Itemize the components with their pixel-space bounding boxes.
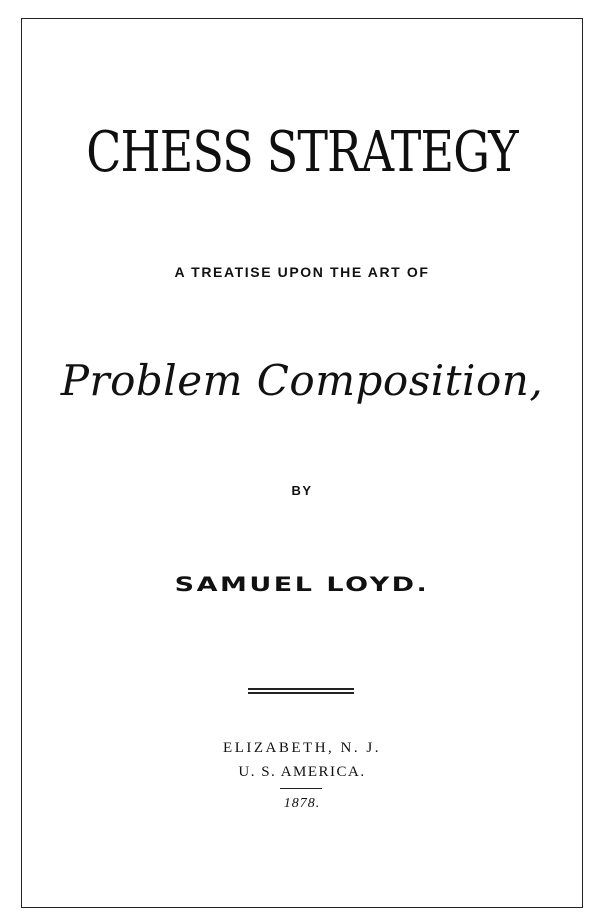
short-rule-divider	[280, 788, 322, 789]
subtitle: A TREATISE UPON THE ART OF	[174, 264, 430, 280]
publication-year: 1878.	[283, 796, 321, 811]
double-rule-divider	[248, 688, 354, 694]
publication-place-line-2: U. S. AMERICA.	[238, 764, 366, 780]
main-subject: Problem Composition,	[60, 356, 544, 405]
by-line: BY	[291, 483, 313, 498]
book-title: CHESS STRATEGY	[86, 120, 518, 185]
author-name: SAMUEL LOYD.	[174, 573, 430, 596]
publication-place-line-1: ELIZABETH, N. J.	[223, 740, 381, 756]
